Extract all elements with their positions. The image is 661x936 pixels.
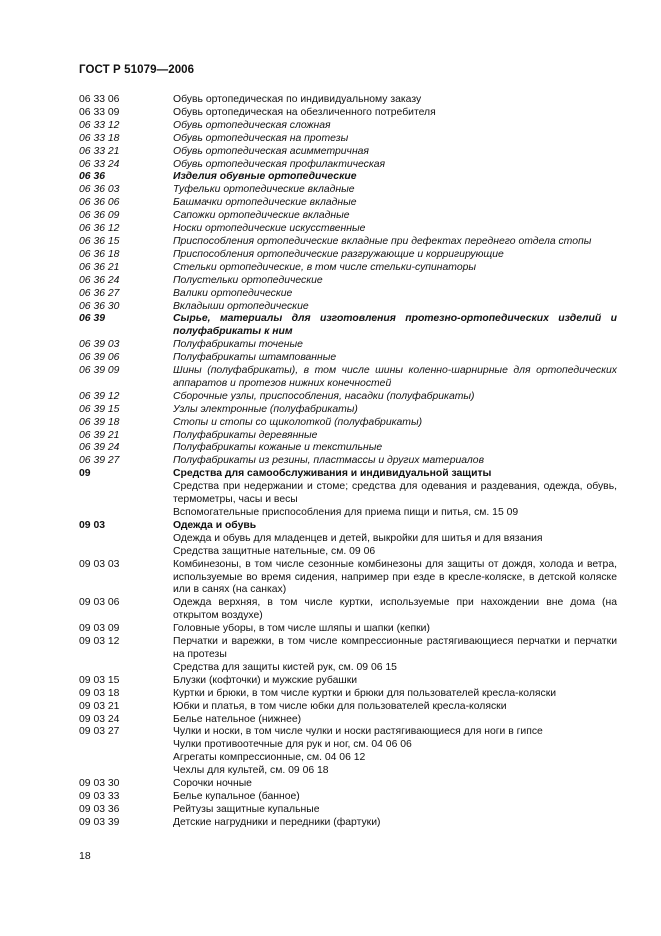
entry-text: Агрегаты компрессионные, см. 04 06 12: [173, 752, 366, 764]
list-item: [79, 365, 617, 391]
list-item: [79, 352, 617, 365]
list-item: [79, 417, 617, 430]
entry-code: 06 39 27: [79, 455, 120, 467]
list-item: [79, 520, 617, 533]
entry-text: Одежда верхняя, в том числе куртки, используемые при нахождении вне дома (на открытом воздухе): [173, 597, 617, 622]
entry-text: Обувь ортопедическая сложная: [173, 119, 331, 131]
list-item: [79, 94, 617, 107]
entry-code: 06 39: [79, 313, 106, 325]
entry-text: Перчатки и варежки, в том числе компрессионные растягивающиеся перчатки и перчатки на протезы: [173, 636, 617, 660]
entry-text: Детские нагрудники и передники (фартуки): [173, 816, 381, 828]
list-item: [79, 533, 617, 546]
entry-text: Обувь ортопедическая асимметричная: [173, 145, 369, 157]
entry-code: 09 03 39: [79, 816, 120, 828]
entry-code: 06 36 06: [79, 197, 120, 209]
entry-code: 09 03 15: [79, 674, 120, 686]
entry-code: 06 39 06: [79, 352, 120, 364]
entry-text: Приспособления ортопедические вкладные при дефектах переднего отдела стопы: [173, 235, 592, 247]
entry-code: 06 36 27: [79, 287, 120, 299]
entry-code: 06 39 03: [79, 339, 120, 351]
entry-text: Средства при недержании и стоме; средства для одевания и раздевания, одежда, обувь, термометры, часы и весы: [173, 481, 617, 506]
entry-code: 09 03 30: [79, 778, 120, 790]
entry-text: Одежда и обувь: [173, 519, 257, 531]
document-header: ГОСТ Р 51079—2006: [79, 64, 195, 76]
entry-code: [79, 765, 173, 778]
entry-code: [79, 662, 173, 675]
list-item: [79, 636, 617, 662]
list-item: [79, 778, 617, 791]
list-item: [79, 236, 617, 249]
entry-code: 06 39 21: [79, 429, 120, 441]
entry-text: Приспособления ортопедические разгружающие и корригирующие: [173, 248, 504, 260]
entry-text: Средства защитные нательные, см. 09 06: [173, 545, 376, 557]
entry-text: Сырье, материалы для изготовления протезно-ортопедических изделий и полуфабрикаты к ним: [173, 313, 617, 338]
list-item: [79, 120, 617, 133]
entry-code: 06 39 12: [79, 390, 120, 402]
entry-text: Сапожки ортопедические вкладные: [173, 210, 350, 222]
entry-text: Башмачки ортопедические вкладные: [173, 197, 357, 209]
entry-text: Белье нательное (нижнее): [173, 713, 302, 725]
list-item: [79, 430, 617, 443]
list-item: [79, 339, 617, 352]
list-item: [79, 184, 617, 197]
entry-text: Шины (полуфабрикаты), в том числе шины коленно-шарнирные для ортопедических аппаратов и протезов нижних конечностей: [173, 365, 617, 389]
entry-text: Чулки и носки, в том числе чулки и носки растягивающиеся для ноги в гипсе: [173, 726, 543, 738]
entry-code: 06 39 24: [79, 442, 120, 454]
list-item: [79, 701, 617, 714]
entry-code: 09 03 33: [79, 790, 120, 802]
list-item: [79, 765, 617, 778]
list-item: [79, 391, 617, 404]
list-item: [79, 752, 617, 765]
entry-code: 06 33 06: [79, 94, 120, 105]
list-item: [79, 133, 617, 146]
entry-code: 06 36 09: [79, 210, 120, 222]
entry-text: Обувь ортопедическая на протезы: [173, 132, 349, 144]
list-item: [79, 146, 617, 159]
entry-code: 06 33 09: [79, 106, 120, 118]
entry-code: 09: [79, 468, 91, 480]
list-item: [79, 171, 617, 184]
list-item: [79, 739, 617, 752]
entry-code: [79, 546, 173, 559]
list-item: [79, 675, 617, 688]
entry-code: 06 36 21: [79, 261, 120, 273]
entry-text: Головные уборы, в том числе шляпы и шапки (кепки): [173, 623, 430, 635]
entry-code: 06 36 12: [79, 223, 120, 235]
list-item: [79, 597, 617, 623]
entry-text: Вкладыши ортопедические: [173, 300, 309, 312]
list-item: [79, 507, 617, 520]
list-item: [79, 468, 617, 481]
list-item: [79, 546, 617, 559]
entry-text: Стельки ортопедические, в том числе стельки-супинаторы: [173, 261, 477, 273]
list-item: [79, 223, 617, 236]
entry-code: 09 03 03: [79, 558, 120, 570]
entry-code: 06 36 15: [79, 235, 120, 247]
list-item: [79, 275, 617, 288]
entry-text: Полуфабрикаты деревянные: [173, 429, 318, 441]
entry-text: Полустельки ортопедические: [173, 274, 323, 286]
list-item: [79, 481, 617, 507]
entry-text: Носки ортопедические искусственные: [173, 223, 366, 235]
entry-code: 09 03 21: [79, 700, 120, 712]
entry-text: Юбки и платья, в том числе юбки для пользователей кресла-коляски: [173, 700, 507, 712]
entry-text: Чехлы для культей, см. 09 06 18: [173, 765, 329, 777]
entry-text: Обувь ортопедическая профилактическая: [173, 158, 386, 170]
list-item: [79, 662, 617, 675]
page-number: 18: [79, 850, 91, 862]
list-item: [79, 559, 617, 598]
entry-code: 09 03 12: [79, 636, 120, 648]
entry-code: [79, 507, 173, 520]
entry-code: 06 33 18: [79, 132, 120, 144]
entry-text: Белье купальное (банное): [173, 790, 300, 802]
entry-text: Блузки (кофточки) и мужские рубашки: [173, 674, 358, 686]
entry-code: 06 39 18: [79, 416, 120, 428]
entry-code: 09 03 06: [79, 597, 120, 609]
entry-text: Комбинезоны, в том числе сезонные комбинезоны для защиты от дождя, холода и ветра, используемые во время сидения, например при езде в кресле-коляске, в детской коляске или в санях (на санках): [173, 558, 617, 596]
entry-text: Средства для самообслуживания и индивидуальной защиты: [173, 468, 492, 480]
entry-text: Узлы электронные (полуфабрикаты): [173, 403, 358, 415]
entry-code: 09 03 36: [79, 803, 120, 815]
list-item: [79, 726, 617, 739]
classification-list: [79, 94, 617, 830]
list-item: [79, 313, 617, 339]
entry-code: [79, 739, 173, 752]
entry-code: 06 36 03: [79, 184, 120, 196]
entry-text: Изделия обувные ортопедические: [173, 171, 357, 183]
entry-text: Сборочные узлы, приспособления, насадки (полуфабрикаты): [173, 390, 475, 402]
entry-text: Чулки противоотечные для рук и ног, см. 04 06 06: [173, 739, 412, 751]
entry-text: Полуфабрикаты из резины, пластмассы и других материалов: [173, 455, 484, 467]
list-item: [79, 159, 617, 172]
entry-code: 09 03: [79, 519, 106, 531]
list-item: [79, 455, 617, 468]
entry-text: Туфельки ортопедические вкладные: [173, 184, 355, 196]
list-item: [79, 623, 617, 636]
list-item: [79, 197, 617, 210]
list-item: [79, 804, 617, 817]
entry-text: Полуфабрикаты штампованные: [173, 352, 337, 364]
list-item: [79, 404, 617, 417]
entry-code: 06 39 15: [79, 403, 120, 415]
entry-text: Вспомогательные приспособления для приема пищи и питья, см. 15 09: [173, 507, 519, 518]
entry-text: Рейтузы защитные купальные: [173, 803, 320, 815]
entry-text: Одежда и обувь для младенцев и детей, выкройки для шитья и для вязания: [173, 532, 543, 544]
entry-text: Валики ортопедические: [173, 287, 293, 299]
list-item: [79, 791, 617, 804]
list-item: [79, 107, 617, 120]
list-item: [79, 442, 617, 455]
list-item: [79, 210, 617, 223]
entry-code: 06 33 24: [79, 158, 120, 170]
entry-code: 09 03 27: [79, 726, 120, 738]
entry-code: 06 33 12: [79, 119, 120, 131]
entry-code: 09 03 09: [79, 623, 120, 635]
entry-code: 06 33 21: [79, 145, 120, 157]
entry-text: Полуфабрикаты кожаные и текстильные: [173, 442, 383, 454]
entry-text: Куртки и брюки, в том числе куртки и брюки для пользователей кресла-коляски: [173, 687, 557, 699]
entry-text: Сорочки ночные: [173, 778, 252, 790]
entry-text: Полуфабрикаты точеные: [173, 339, 303, 351]
entry-code: 06 36 30: [79, 300, 120, 312]
entry-code: 06 36 24: [79, 274, 120, 286]
list-item: [79, 688, 617, 701]
list-item: [79, 817, 617, 830]
list-item: [79, 288, 617, 301]
entry-code: [79, 481, 173, 507]
entry-code: [79, 533, 173, 546]
entry-code: 06 36: [79, 171, 106, 183]
list-item: [79, 262, 617, 275]
entry-code: 06 39 09: [79, 365, 120, 377]
entry-code: 06 36 18: [79, 248, 120, 260]
list-item: [79, 301, 617, 314]
entry-code: 09 03 18: [79, 687, 120, 699]
entry-code: [79, 752, 173, 765]
entry-text: Обувь ортопедическая на обезличенного потребителя: [173, 106, 436, 118]
entry-text: Средства для защиты кистей рук, см. 09 06 15: [173, 661, 397, 673]
entry-text: Стопы и стопы со щиколоткой (полуфабрикаты): [173, 416, 423, 428]
entry-text: Обувь ортопедическая по индивидуальному заказу: [173, 94, 422, 105]
entry-code: 09 03 24: [79, 713, 120, 725]
list-item: [79, 714, 617, 727]
list-item: [79, 249, 617, 262]
